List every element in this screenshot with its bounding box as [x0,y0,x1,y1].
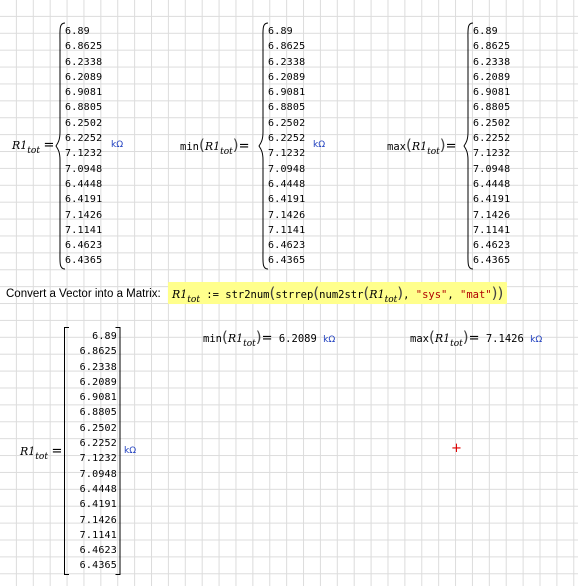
vector-value: 6.2252 [65,133,103,145]
vector-value: 6.9081 [65,87,103,99]
vector-value: 6.2089 [473,71,511,83]
vector-value: 6.2252 [473,133,511,145]
vector-value: 6.4191 [268,194,306,206]
matrix-value-column [57,329,117,574]
vector-value: 6.8805 [268,102,306,114]
vector-value: 7.1141 [268,224,306,236]
vector-value: 6.2338 [65,56,103,68]
vector-value: 7.1141 [65,224,103,236]
vector-value: 6.4448 [268,178,306,190]
min-result: $\min(R1_{tot})= 6.2089$ kΩ [203,328,336,349]
max-vector-label: $\max(R1_{tot})=$ [387,136,457,157]
vector-value: 6.2502 [65,117,103,129]
vector-value: 6.4448 [473,178,511,190]
vector-value: 7.1426 [65,209,103,221]
vector-value: 6.89 [65,26,90,37]
vector-value: 6.4448 [65,178,103,190]
r1-tot-label-matrix: $R1_{tot}$ = [20,444,63,462]
min-vector-label: $\min(R1_{tot})=$ [180,136,250,157]
vector-value: 7.0948 [473,163,511,175]
vector-value: 6.2338 [473,56,511,68]
unit-label-1: kΩ [111,140,124,150]
vector-value: 7.1426 [268,209,306,221]
vector-value: 6.89 [473,26,498,37]
vector-value: 7.0948 [65,163,103,175]
vector-value: 6.8625 [268,41,306,53]
vector-value: 6.2502 [268,117,306,129]
vector-value: 6.8805 [79,407,117,419]
vector-value: 6.2338 [79,361,117,373]
vector-value: 6.8805 [473,102,511,114]
vector-value: 6.4623 [473,240,511,252]
vector-value: 6.9081 [268,87,306,99]
vector-value: 6.4623 [79,545,117,557]
vector-value: 6.4623 [65,240,103,252]
vector-value: 6.4191 [79,499,117,511]
vector-value: 6.4365 [473,255,511,267]
vector-value: 6.2089 [65,71,103,83]
vector-value: 6.8625 [473,41,511,53]
vector-value: 7.0948 [79,468,117,480]
vector-value: 6.2089 [79,376,117,388]
plus-marker-icon[interactable]: + [451,441,462,456]
unit-label-matrix: kΩ [124,446,137,456]
vector-value: 7.1232 [65,148,103,160]
vector-value: 6.4191 [65,194,103,206]
vector-value: 6.9081 [473,87,511,99]
vector-value: 6.4448 [79,483,117,495]
vector-value: 7.1232 [79,453,117,465]
vector-value: 7.1426 [79,514,117,526]
vector-value: 7.1426 [473,209,511,221]
vector-value: 6.2502 [473,117,511,129]
vector-value: 7.1141 [473,224,511,236]
vector-value: 6.8805 [65,102,103,114]
value-column-3 [473,24,533,269]
right-bracket-matrix [115,327,121,575]
vector-value: 7.1232 [268,148,306,160]
convert-caption: Convert a Vector into a Matrix: [6,288,161,300]
vector-value: 6.89 [268,26,293,37]
vector-value: 6.89 [92,331,117,342]
vector-value: 6.2502 [79,422,117,434]
vector-value: 7.0948 [268,163,306,175]
vector-value: 6.4365 [79,560,117,572]
vector-value: 6.8625 [65,41,103,53]
vector-value: 6.9081 [79,392,117,404]
max-result: $\max(R1_{tot})= 7.1426$ kΩ [410,328,543,349]
vector-value: 6.4365 [268,255,306,267]
vector-value: 6.4191 [473,194,511,206]
vector-value: 6.2252 [268,133,306,145]
r1-tot-label-1: $R1_{tot}$ = [12,138,55,156]
unit-label-2: kΩ [313,140,326,150]
min-result-unit: kΩ [323,335,336,345]
vector-value: 6.4365 [65,255,103,267]
conversion-formula[interactable]: $R1_{tot}$ := $str2num(strrep(num2str(R1_{tot})$, "sys", "mat")) [168,282,507,304]
vector-value: 7.1141 [79,529,117,541]
max-result-unit: kΩ [530,335,543,345]
vector-value: 6.2338 [268,56,306,68]
vector-value: 6.4623 [268,240,306,252]
vector-value: 6.8625 [79,346,117,358]
vector-value: 6.2089 [268,71,306,83]
vector-value: 6.2252 [79,438,117,450]
vector-value: 7.1232 [473,148,511,160]
